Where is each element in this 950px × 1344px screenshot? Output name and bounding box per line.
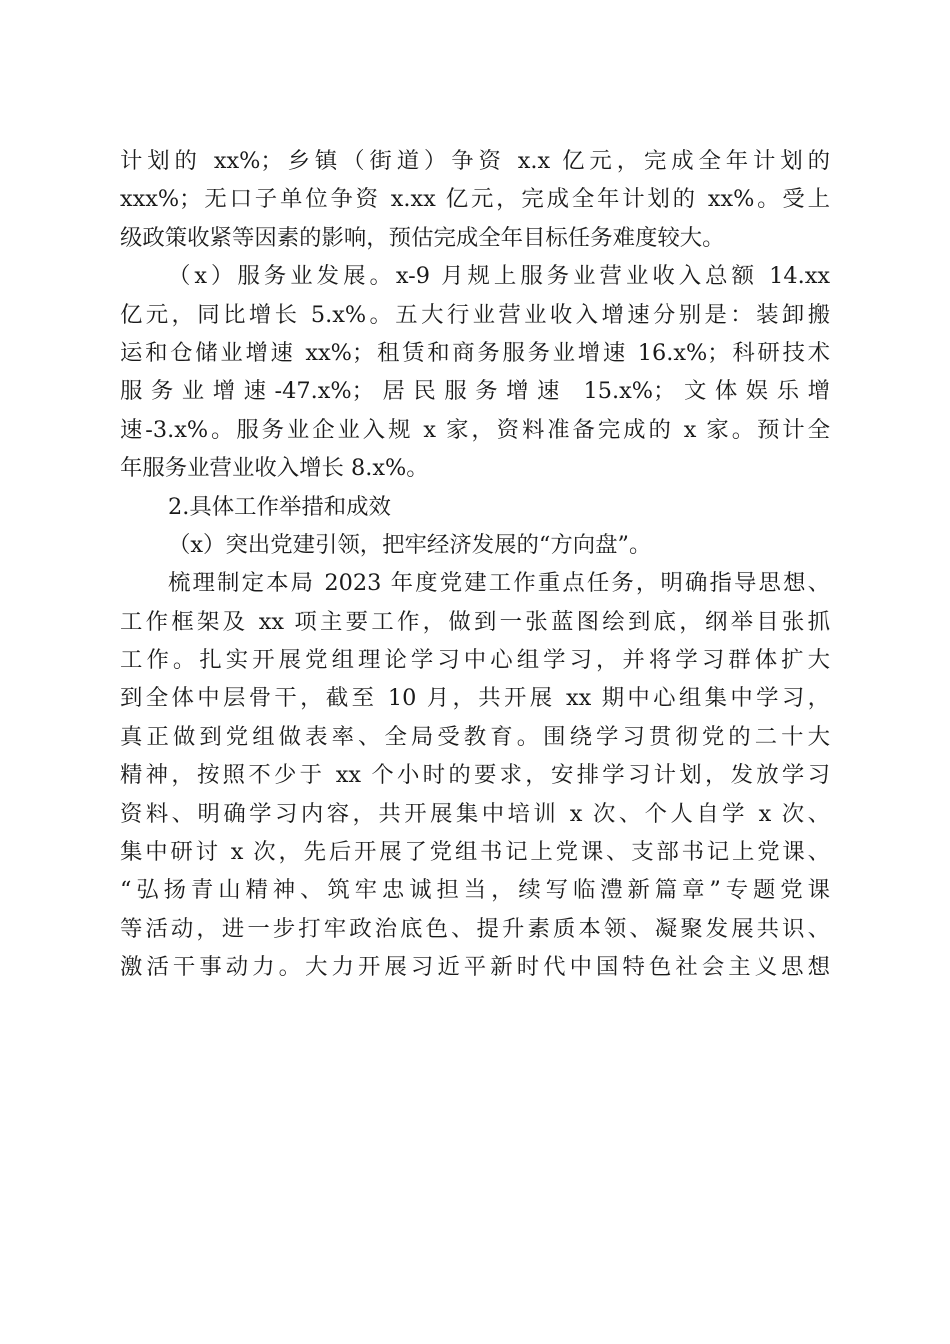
text-line: 等活动，进一步打牢政治底色、提升素质本领、凝聚发展共识、 xyxy=(120,915,830,942)
text-line: 工作框架及 xx 项主要工作，做到一张蓝图绘到底，纲举目张抓 xyxy=(120,608,830,635)
text-line: 级政策收紧等因素的影响，预估完成全年目标任务难度较大。 xyxy=(120,224,725,251)
paragraph xyxy=(120,564,830,986)
text-line: 梳理制定本局 2023 年度党建工作重点任务，明确指导思想、 xyxy=(168,570,830,597)
text-line: 资料、明确学习内容，共开展集中培训 x 次、个人自学 x 次、 xyxy=(120,800,830,827)
text-line: 真正做到党组做表率、全局受教育。围绕学习贯彻党的二十大 xyxy=(120,723,830,750)
text-line: 服务业增速-47.x%；居民服务增速 15.x%；文体娱乐增 xyxy=(120,378,830,405)
text-line: 运和仓储业增速 xx%；租赁和商务服务业增速 16.x%；科研技术 xyxy=(120,339,830,366)
paragraph xyxy=(120,526,830,564)
text-line: 2.具体工作举措和成效 xyxy=(168,493,391,520)
text-line: 精神，按照不少于 xx 个小时的要求，安排学习计划，发放学习 xyxy=(120,762,830,789)
text-line: 速-3.x%。服务业企业入规 x 家，资料准备完成的 x 家。预计全 xyxy=(120,416,830,443)
text-line: 到全体中层骨干，截至 10 月，共开展 xx 期中心组集中学习， xyxy=(120,685,830,712)
text-line: 工作。扎实开展党组理论学习中心组学习，并将学习群体扩大 xyxy=(120,647,830,674)
text-line: （x）突出党建引领，把牢经济发展的“方向盘”。 xyxy=(168,531,652,558)
text-line: xxx%；无口子单位争资 x.xx 亿元，完成全年计划的 xx%。受上 xyxy=(120,186,830,213)
paragraph xyxy=(120,257,830,487)
text-line: 亿元，同比增长 5.x%。五大行业营业收入增速分别是：装卸搬 xyxy=(120,301,830,328)
text-line: 集中研讨 x 次，先后开展了党组书记上党课、支部书记上党课、 xyxy=(120,839,830,866)
text-line: “弘扬青山精神、筑牢忠诚担当，续写临澧新篇章”专题党课 xyxy=(120,877,830,904)
text-line: 计划的 xx%；乡镇（街道）争资 x.x 亿元，完成全年计划的 xyxy=(120,148,830,174)
document-body xyxy=(120,142,830,987)
text-line: 年服务业营业收入增长 8.x%。 xyxy=(120,455,429,482)
paragraph xyxy=(120,488,830,526)
paragraph xyxy=(120,142,830,257)
text-line: （x）服务业发展。x-9 月规上服务业营业收入总额 14.xx xyxy=(168,263,830,290)
text-line: 激活干事动力。大力开展习近平新时代中国特色社会主义思想 xyxy=(120,954,830,981)
